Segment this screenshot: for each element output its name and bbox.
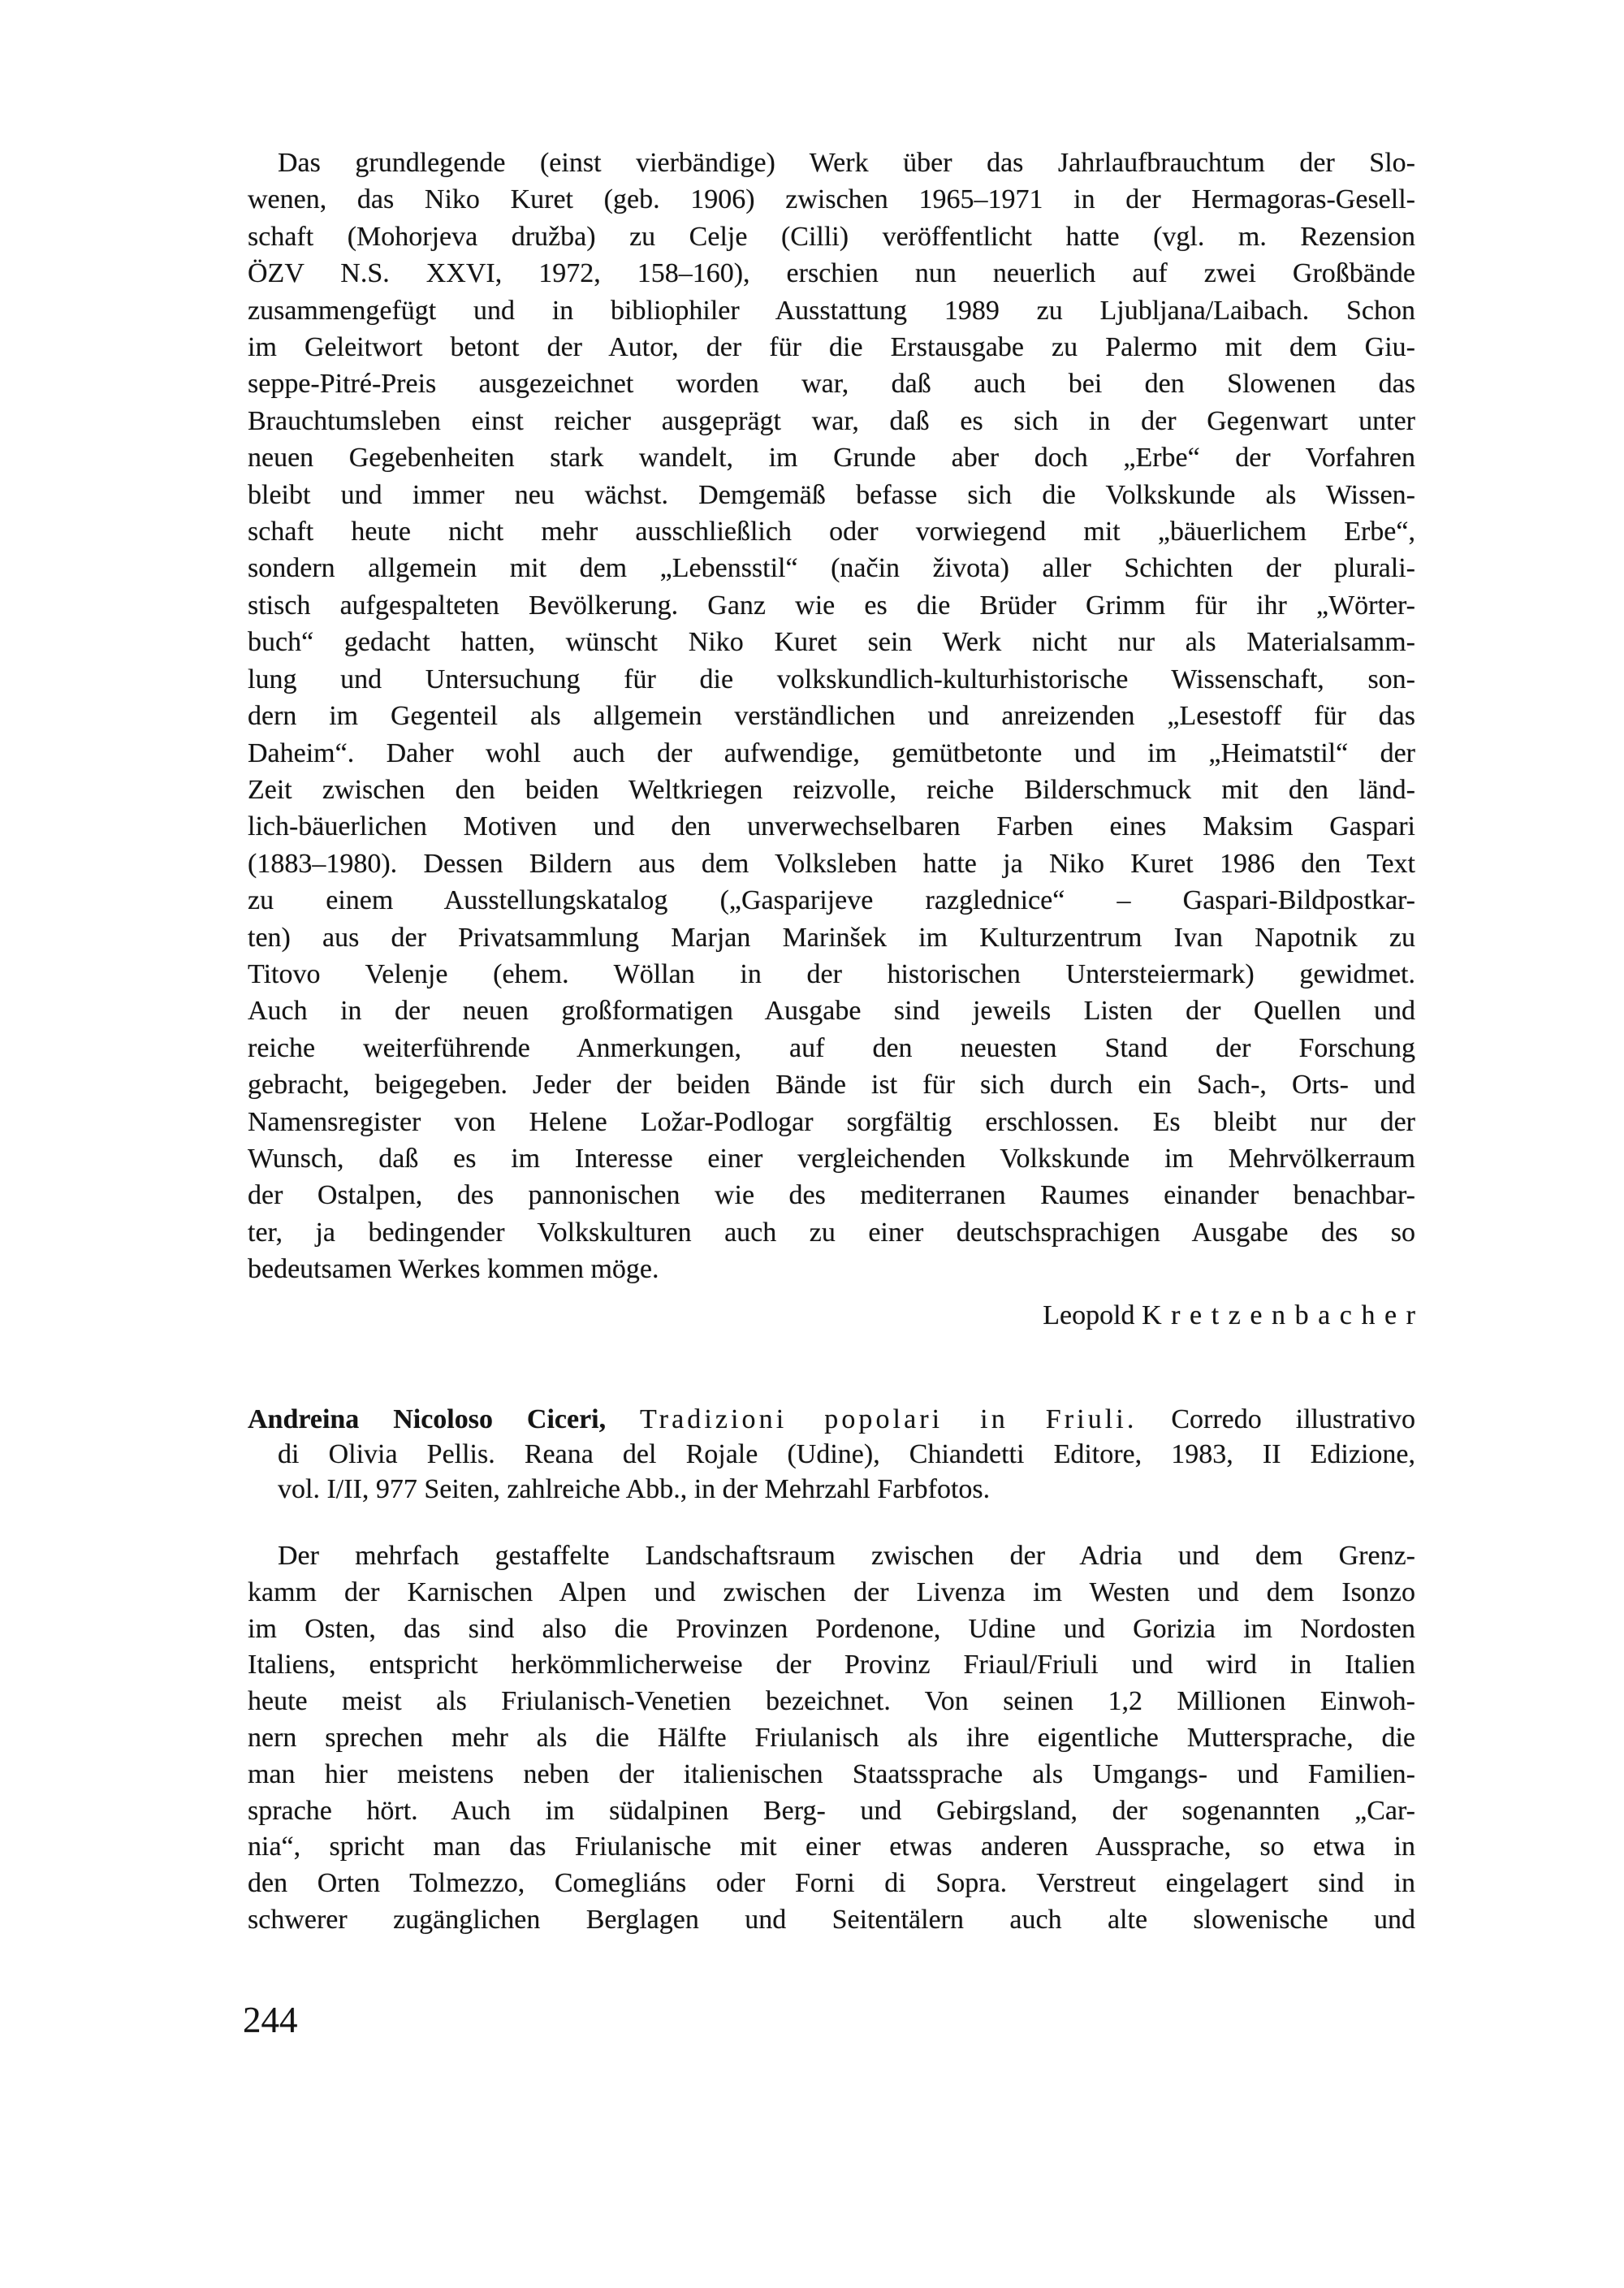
text-line: Italiens, entspricht herkömmlicherweise der Provinz Friaul/Friuli und wird in Italien: [248, 1650, 1415, 1680]
text-line: nia“, spricht man das Friulanische mit einer etwas anderen Aussprache, so etwa in: [248, 1832, 1415, 1862]
text-line: ten) aus der Privatsammlung Marjan Marinšek im Kulturzentrum Ivan Napotnik zu: [248, 922, 1415, 953]
text-line: nern sprechen mehr als die Hälfte Friulanisch als ihre eigentliche Muttersprache, die: [248, 1722, 1415, 1753]
heading-line-1: [248, 1402, 1415, 1437]
text-line: im Geleitwort betont der Autor, der für die Erstausgabe zu Palermo mit dem Giu-: [248, 332, 1415, 363]
text-line: bleibt und immer neu wächst. Demgemäß befasse sich die Volkskunde als Wissen-: [248, 479, 1415, 510]
text-line: bedeutsamen Werkes kommen möge.: [248, 1254, 659, 1285]
text-line: Namensregister von Helene Ložar-Podlogar sorgfältig erschlossen. Es bleibt nur der: [248, 1106, 1415, 1137]
heading-line-3: vol. I/II, 977 Seiten, zahlreiche Abb., in der Mehrzahl Farbfotos.: [278, 1474, 991, 1504]
text-line: zusammengefügt und in bibliophiler Ausstattung 1989 zu Ljubljana/Laibach. Schon: [248, 295, 1415, 326]
text-line: Daheim“. Daher wohl auch der aufwendige, gemütbetonte und im „Heimatstil“ der: [248, 737, 1415, 768]
text-line: (1883–1980). Dessen Bildern aus dem Volksleben hatte ja Niko Kuret 1986 den Text: [248, 848, 1415, 879]
review-kuret-paragraph: [248, 145, 1415, 1288]
text-line: wenen, das Niko Kuret (geb. 1906) zwischen 1965–1971 in der Hermagoras-Gesell-: [248, 184, 1415, 215]
reviewer-given-name: Leopold: [1043, 1300, 1142, 1330]
review-ciceri-heading: [248, 1402, 1415, 1507]
text-line: neuen Gegebenheiten stark wandelt, im Grunde aber doch „Erbe“ der Vorfahren: [248, 443, 1415, 474]
text-line: sprache hört. Auch im südalpinen Berg- und Gebirgsland, der sogenannten „Car-: [248, 1795, 1415, 1826]
text-line: den Orten Tolmezzo, Comegliáns oder Forni di Sopra. Verstreut eingelagert sind in: [248, 1868, 1415, 1899]
heading-line-1-rest: Corredo illustrativo: [1137, 1404, 1415, 1434]
heading-line-2: di Olivia Pellis. Reana del Rojale (Udine), Chiandetti Editore, 1983, II Edizione,: [278, 1439, 1415, 1469]
text-line: schwerer zugänglichen Berglagen und Seitentälern auch alte slowenische und: [248, 1904, 1415, 1935]
text-line: schaft heute nicht mehr ausschließlich oder vorwiegend mit „bäuerlichem Erbe“,: [248, 517, 1415, 547]
text-line: Titovo Velenje (ehem. Wöllan in der historischen Untersteiermark) gewidmet.: [248, 958, 1415, 989]
text-line: zu einem Ausstellungskatalog („Gasparijeve razglednice“ – Gaspari-Bildpostkar-: [248, 885, 1415, 916]
text-line: dern im Gegenteil als allgemein verständlichen und anreizenden „Lesestoff für das: [248, 701, 1415, 732]
text-line: im Osten, das sind also die Provinzen Pordenone, Udine und Gorizia im Nordosten: [248, 1613, 1415, 1644]
text-line: Das grundlegende (einst vierbändige) Werk über das Jahrlaufbrauchtum der Slo-: [278, 148, 1415, 178]
reviewer-signature: [248, 1297, 1425, 1334]
text-line: Brauchtumsleben einst reicher ausgeprägt war, daß es sich in der Gegenwart unter: [248, 405, 1415, 436]
text-line: Zeit zwischen den beiden Weltkriegen reizvolle, reiche Bilderschmuck mit den länd-: [248, 774, 1415, 805]
text-line: schaft (Mohorjeva družba) zu Celje (Cilli) veröffentlicht hatte (vgl. m. Rezension: [248, 221, 1415, 252]
text-line: seppe-Pitré-Preis ausgezeichnet worden war, daß auch bei den Slowenen das: [248, 369, 1415, 400]
text-line: man hier meistens neben der italienischen Staatssprache als Umgangs- und Familien-: [248, 1758, 1415, 1789]
text-line: der Ostalpen, des pannonischen wie des mediterranen Raumes einander benachbar-: [248, 1180, 1415, 1211]
book-author: Andreina Nicoloso Ciceri,: [248, 1404, 641, 1434]
text-line: reiche weiterführende Anmerkungen, auf den neuesten Stand der Forschung: [248, 1032, 1415, 1063]
page-number: 244: [243, 2000, 298, 2040]
review-ciceri-paragraph: [248, 1538, 1415, 1939]
text-line: ter, ja bedingender Volkskulturen auch zu einer deutschsprachigen Ausgabe des so: [248, 1217, 1415, 1248]
reviewer-surname: Kretzenbacher: [1142, 1300, 1425, 1330]
text-line: Auch in der neuen großformatigen Ausgabe sind jeweils Listen der Quellen und: [248, 996, 1415, 1027]
text-line: lung und Untersuchung für die volkskundlich-kulturhistorische Wissenschaft, son-: [248, 664, 1415, 694]
text-line: heute meist als Friulanisch-Venetien bezeichnet. Von seinen 1,2 Millionen Einwoh-: [248, 1686, 1415, 1717]
text-line: buch“ gedacht hatten, wünscht Niko Kuret sein Werk nicht nur als Materialsamm-: [248, 627, 1415, 658]
text-line: ÖZV N.S. XXVI, 1972, 158–160), erschien nun neuerlich auf zwei Großbände: [248, 258, 1415, 289]
text-line: stisch aufgespalteten Bevölkerung. Ganz wie es die Brüder Grimm für ihr „Wörter-: [248, 590, 1415, 621]
text-line: Der mehrfach gestaffelte Landschaftsraum zwischen der Adria und dem Grenz-: [278, 1541, 1415, 1571]
text-line: Wunsch, daß es im Interesse einer vergleichenden Volkskunde im Mehrvölkerraum: [248, 1143, 1415, 1174]
text-line: lich-bäuerlichen Motiven und den unverwechselbaren Farben eines Maksim Gaspari: [248, 811, 1415, 842]
book-title: Tradizioni popolari in Friuli.: [640, 1404, 1138, 1434]
text-line: gebracht, beigegeben. Jeder der beiden Bände ist für sich durch ein Sach-, Orts- und: [248, 1070, 1415, 1101]
text-line: kamm der Karnischen Alpen und zwischen der Livenza im Westen und dem Isonzo: [248, 1577, 1415, 1607]
text-line: sondern allgemein mit dem „Lebensstil“ (način života) aller Schichten der plurali-: [248, 553, 1415, 584]
